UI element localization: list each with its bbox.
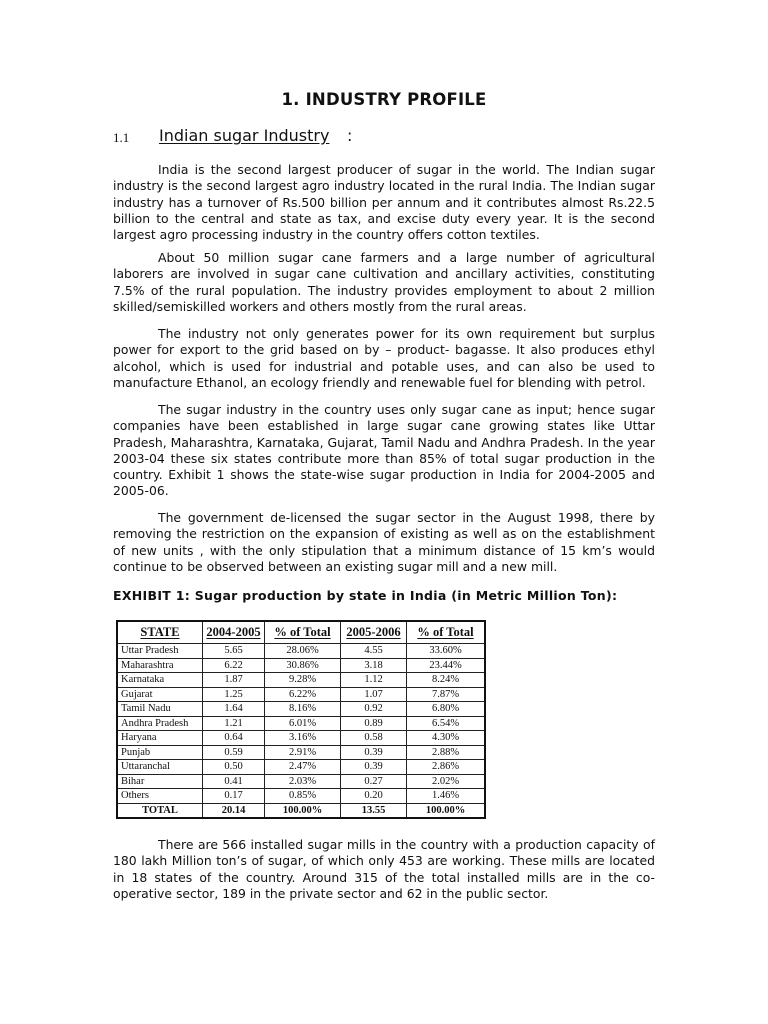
cell-state: Gujarat <box>117 687 203 702</box>
cell-value: 6.80% <box>407 702 486 717</box>
cell-value: 0.89 <box>341 716 407 731</box>
total-value: 20.14 <box>203 803 265 818</box>
cell-value: 6.22% <box>265 687 341 702</box>
section-title: Indian sugar Industry <box>159 126 330 145</box>
cell-value: 28.06% <box>265 644 341 659</box>
table-row <box>117 716 485 731</box>
table-header-row <box>117 621 485 644</box>
cell-value: 2.03% <box>265 774 341 789</box>
cell-value: 8.24% <box>407 673 486 688</box>
cell-state: Others <box>117 789 203 804</box>
cell-value: 0.50 <box>203 760 265 775</box>
header-pct-2005-2006: % of Total <box>407 621 486 644</box>
page-title: 1. INDUSTRY PROFILE <box>281 90 487 109</box>
cell-value: 2.47% <box>265 760 341 775</box>
cell-state: Maharashtra <box>117 658 203 673</box>
section-number: 1.1 <box>113 130 130 145</box>
cell-state: Karnataka <box>117 673 203 688</box>
cell-state: Punjab <box>117 745 203 760</box>
cell-state: Bihar <box>117 774 203 789</box>
header-state: STATE <box>117 621 203 644</box>
cell-value: 0.64 <box>203 731 265 746</box>
header-pct-2004-2005: % of Total <box>265 621 341 644</box>
cell-value: 1.07 <box>341 687 407 702</box>
cell-value: 23.44% <box>407 658 486 673</box>
cell-value: 6.01% <box>265 716 341 731</box>
cell-value: 0.39 <box>341 745 407 760</box>
total-label: TOTAL <box>117 803 203 818</box>
cell-value: 0.59 <box>203 745 265 760</box>
cell-value: 2.88% <box>407 745 486 760</box>
cell-value: 2.91% <box>265 745 341 760</box>
cell-value: 0.20 <box>341 789 407 804</box>
table-total-row <box>117 803 485 818</box>
paragraph-4: The sugar industry in the country uses only sugar cane as input; hence sugar companies have been established in large sugar cane growing states like Uttar Pradesh, Maharashtra, Karnataka, Gujarat, Tamil Nadu and Andhra Pradesh. In the year 2003-04 these six states contribute more than 85% of total sugar production in the country. Exhibit 1 shows the state-wise sugar production in India for 2004-2005 and 2005-06. <box>113 402 655 499</box>
cell-value: 33.60% <box>407 644 486 659</box>
cell-state: Uttaranchal <box>117 760 203 775</box>
cell-value: 3.18 <box>341 658 407 673</box>
table-row <box>117 687 485 702</box>
cell-value: 9.28% <box>265 673 341 688</box>
cell-value: 6.22 <box>203 658 265 673</box>
cell-value: 5.65 <box>203 644 265 659</box>
header-2004-2005: 2004-2005 <box>203 621 265 644</box>
cell-value: 1.12 <box>341 673 407 688</box>
cell-value: 30.86% <box>265 658 341 673</box>
sugar-production-table <box>116 620 486 819</box>
paragraph-1: India is the second largest producer of sugar in the world. The Indian sugar industry is the second largest agro industry located in the rural India. The Indian sugar industry has a turnover of Rs.500 billion per annum and it contributes almost Rs.22.5 billion to the central and state as tax, and excise duty every year. It is the second largest agro processing industry in the country offers cotton textiles. <box>113 162 655 243</box>
cell-value: 1.25 <box>203 687 265 702</box>
cell-state: Uttar Pradesh <box>117 644 203 659</box>
table-row <box>117 760 485 775</box>
table-row <box>117 658 485 673</box>
total-value: 13.55 <box>341 803 407 818</box>
paragraph-6: There are 566 installed sugar mills in the country with a production capacity of 180 lakh Million ton’s of sugar, of which only 453 are working. These mills are located in 18 states of the country. Around 315 of the total installed mills are in the co-operative sector, 189 in the private sector and 62 in the public sector. <box>113 837 655 901</box>
cell-value: 4.55 <box>341 644 407 659</box>
cell-value: 1.21 <box>203 716 265 731</box>
table-row <box>117 789 485 804</box>
paragraph-3: The industry not only generates power for its own requirement but surplus power for export to the grid based on by – product- bagasse. It also produces ethyl alcohol, which is used for industrial and potable uses, and can also be used to manufacture Ethanol, an ecology friendly and renewable fuel for blending with petrol. <box>113 326 655 390</box>
cell-value: 0.41 <box>203 774 265 789</box>
cell-state: Haryana <box>117 731 203 746</box>
cell-value: 8.16% <box>265 702 341 717</box>
table-row <box>117 702 485 717</box>
cell-value: 0.17 <box>203 789 265 804</box>
paragraph-2: About 50 million sugar cane farmers and a large number of agricultural laborers are involved in sugar cane cultivation and ancillary activities, constituting 7.5% of the rural population. The industry provides employment to about 2 million skilled/semiskilled workers and others mostly from the rural areas. <box>113 250 655 314</box>
table-row <box>117 644 485 659</box>
cell-value: 0.39 <box>341 760 407 775</box>
table-row <box>117 745 485 760</box>
total-value: 100.00% <box>407 803 486 818</box>
header-2005-2006: 2005-2006 <box>341 621 407 644</box>
cell-value: 3.16% <box>265 731 341 746</box>
total-value: 100.00% <box>265 803 341 818</box>
table-row <box>117 774 485 789</box>
cell-state: Tamil Nadu <box>117 702 203 717</box>
section-title-suffix: : <box>347 126 353 145</box>
cell-value: 7.87% <box>407 687 486 702</box>
cell-value: 0.92 <box>341 702 407 717</box>
cell-state: Andhra Pradesh <box>117 716 203 731</box>
exhibit-caption: EXHIBIT 1: Sugar production by state in India (in Metric Million Ton): <box>113 588 618 603</box>
table-row <box>117 731 485 746</box>
cell-value: 6.54% <box>407 716 486 731</box>
cell-value: 4.30% <box>407 731 486 746</box>
paragraph-5: The government de-licensed the sugar sector in the August 1998, there by removing the restriction on the expansion of existing as well as on the establishment of new units , with the only stipulation that a minimum distance of 15 km’s would continue to be observed between an existing sugar mill and a new mill. <box>113 510 655 574</box>
cell-value: 1.64 <box>203 702 265 717</box>
cell-value: 1.46% <box>407 789 486 804</box>
cell-value: 2.86% <box>407 760 486 775</box>
cell-value: 0.85% <box>265 789 341 804</box>
cell-value: 0.58 <box>341 731 407 746</box>
table-row <box>117 673 485 688</box>
cell-value: 0.27 <box>341 774 407 789</box>
cell-value: 1.87 <box>203 673 265 688</box>
cell-value: 2.02% <box>407 774 486 789</box>
